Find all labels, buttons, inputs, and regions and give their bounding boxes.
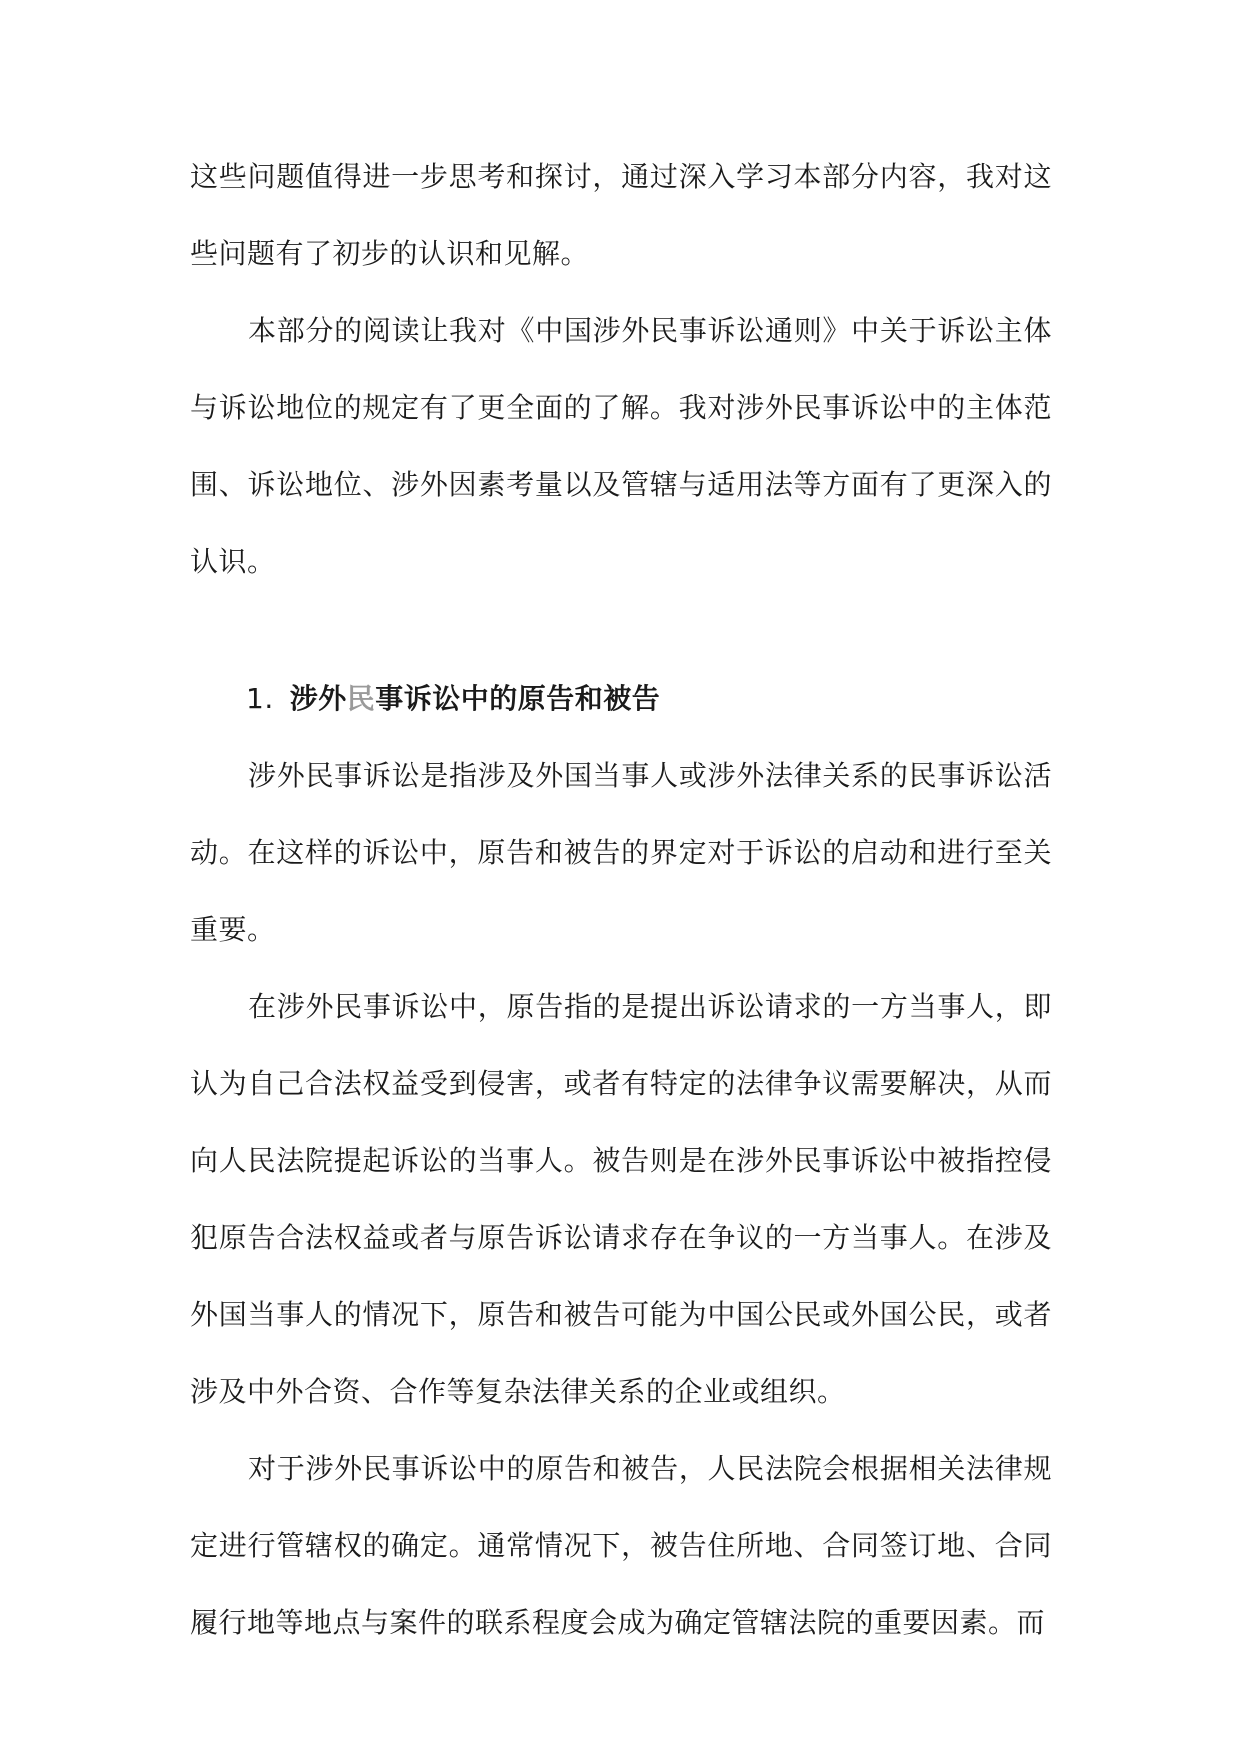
paragraph-jurisdiction: 对于涉外民事诉讼中的原告和被告，人民法院会根据相关法律规定进行管辖权的确定。通常情况下，被告住所地、合同签订地、合同履行地等地点与案件的联系程度会成为确定管辖法院的重要因素。而 (190, 1452, 1052, 1639)
section-heading (190, 660, 1052, 737)
section-title-part-3: 事诉讼中的原告和被告 (375, 682, 661, 715)
paragraph-definition: 涉外民事诉讼是指涉及外国当事人或涉外法律关系的民事诉讼活动。在这样的诉讼中，原告和被告的界定对于诉讼的启动和进行至关重要。 (190, 759, 1052, 946)
section-title-part-1: 涉外 (289, 682, 347, 715)
section-title-part-2: 民 (346, 682, 376, 715)
paragraph-summary: 本部分的阅读让我对《中国涉外民事诉讼通则》中关于诉讼主体与诉讼地位的规定有了更全面的了解。我对涉外民事诉讼中的主体范围、诉讼地位、涉外因素考量以及管辖与适用法等方面有了更深入的认识。 (190, 314, 1052, 578)
document-body (190, 138, 1052, 1661)
section-number: 1. (246, 682, 274, 715)
paragraph-plaintiff-defendant: 在涉外民事诉讼中，原告指的是提出诉讼请求的一方当事人，即认为自己合法权益受到侵害，或者有特定的法律争议需要解决，从而向人民法院提起诉讼的当事人。被告则是在涉外民事诉讼中被指控侵犯原告合法权益或者与原告诉讼请求存在争议的一方当事人。在涉及外国当事人的情况下，原告和被告可能为中国公民或外国公民，或者涉及中外合资、合作等复杂法律关系的企业或组织。 (190, 990, 1052, 1408)
paragraph-continuation: 这些问题值得进一步思考和探讨，通过深入学习本部分内容，我对这些问题有了初步的认识和见解。 (190, 160, 1052, 270)
